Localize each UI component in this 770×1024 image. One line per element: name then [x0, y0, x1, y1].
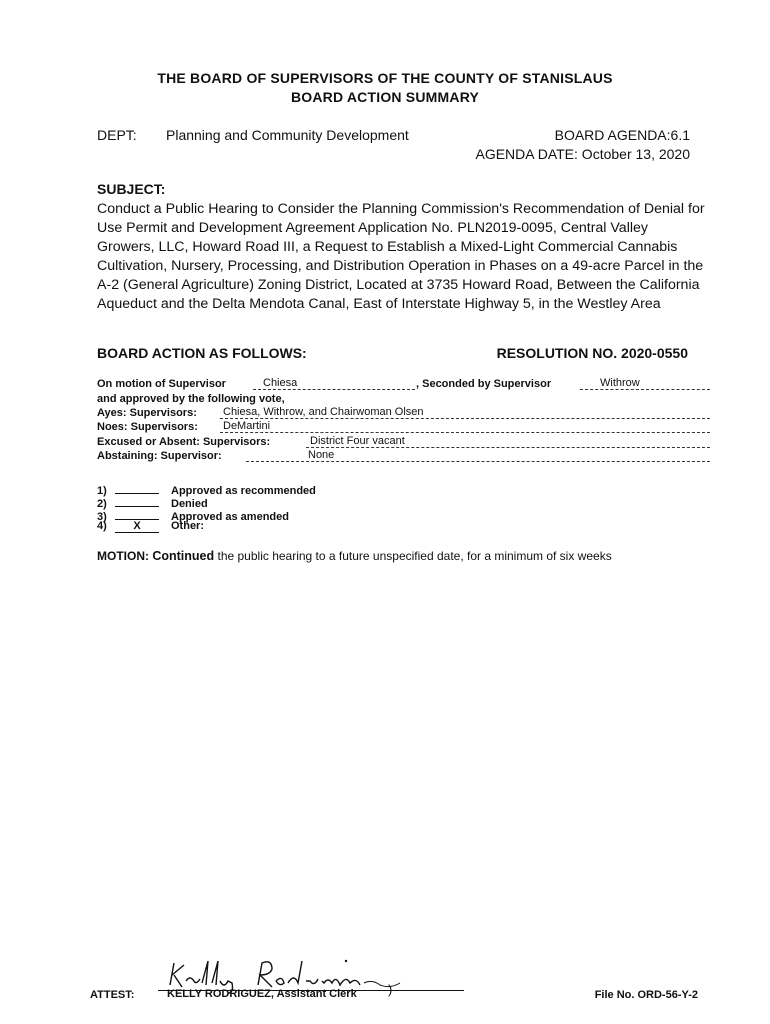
option-label: Other: [171, 520, 204, 532]
signature-tail: ) [388, 982, 393, 997]
agenda-date: AGENDA DATE: October 13, 2020 [475, 146, 690, 162]
abstaining-value: None [246, 449, 710, 462]
signer-name: KELLY RODRIGUEZ, Assistant Clerk [167, 988, 357, 1000]
board-action-label: BOARD ACTION AS FOLLOWS: [97, 345, 307, 361]
option-mark [115, 481, 159, 494]
option-row: 1) Approved as recommended [97, 481, 316, 494]
approved-line: and approved by the following vote, [97, 393, 285, 405]
option-mark [115, 494, 159, 507]
noes-label: Noes: Supervisors: [97, 421, 198, 433]
motion-line [97, 549, 612, 563]
motion-lead: Continued [152, 549, 215, 563]
ayes-value: Chiesa, Withrow, and Chairwoman Olsen [220, 406, 710, 419]
excused-label: Excused or Absent: Supervisors: [97, 436, 271, 448]
motion-by-value: Chiesa [253, 377, 415, 390]
action-options [97, 481, 316, 533]
option-label: Denied [171, 498, 208, 510]
option-row: 4) X Other: [97, 520, 204, 532]
document-subtitle: BOARD ACTION SUMMARY [290, 89, 480, 105]
resolution-number: RESOLUTION NO. 2020-0550 [496, 345, 688, 361]
file-number: File No. ORD-56-Y-2 [594, 989, 698, 1001]
option-row: 3) Approved as amended [97, 507, 316, 520]
option-mark: X [115, 520, 159, 533]
seconded-value: Withrow [580, 377, 710, 390]
ayes-label: Ayes: Supervisors: [97, 407, 197, 419]
board-agenda: BOARD AGENDA:6.1 [554, 127, 690, 143]
dept-label: DEPT: [97, 127, 137, 143]
noes-value: DeMartini [220, 420, 710, 433]
motion-text: the public hearing to a future unspecified date, for a minimum of six weeks [217, 549, 612, 563]
option-mark [115, 507, 159, 520]
document-title: THE BOARD OF SUPERVISORS OF THE COUNTY OF STANISLAUS [157, 70, 613, 86]
excused-value: District Four vacant [306, 435, 710, 448]
dept-value: Planning and Community Development [166, 127, 409, 143]
option-row: 2) Denied [97, 494, 316, 507]
attest-label: ATTEST: [90, 989, 135, 1001]
seconded-label: , Seconded by Supervisor [416, 378, 552, 390]
subject-label: SUBJECT: [97, 181, 166, 197]
option-label: Approved as recommended [171, 485, 316, 497]
abstaining-label: Abstaining: Supervisor: [97, 450, 222, 462]
motion-label: MOTION: [97, 549, 149, 563]
option-label: Approved as amended [171, 511, 289, 523]
motion-by-label: On motion of Supervisor [97, 378, 226, 390]
subject-text: Conduct a Public Hearing to Consider the Planning Commission's Recommendation of Denial for Use Permit and Development Agreement Application No. PLN2019-0095, Central Valley Growers, LLC, Howard Road III, a Request to Establish a Mixed-Light Commercial Cannabis Cultivation, Nursery, Processing, and Distribution Operation in Phases on a 49-acre Parcel in the A-2 (General Agriculture) Zoning District, Located at 3735 Howard Road, Between the California Aqueduct and the Delta Mendota Canal, East of Interstate Highway 5, in the Westley Area [97, 201, 705, 312]
